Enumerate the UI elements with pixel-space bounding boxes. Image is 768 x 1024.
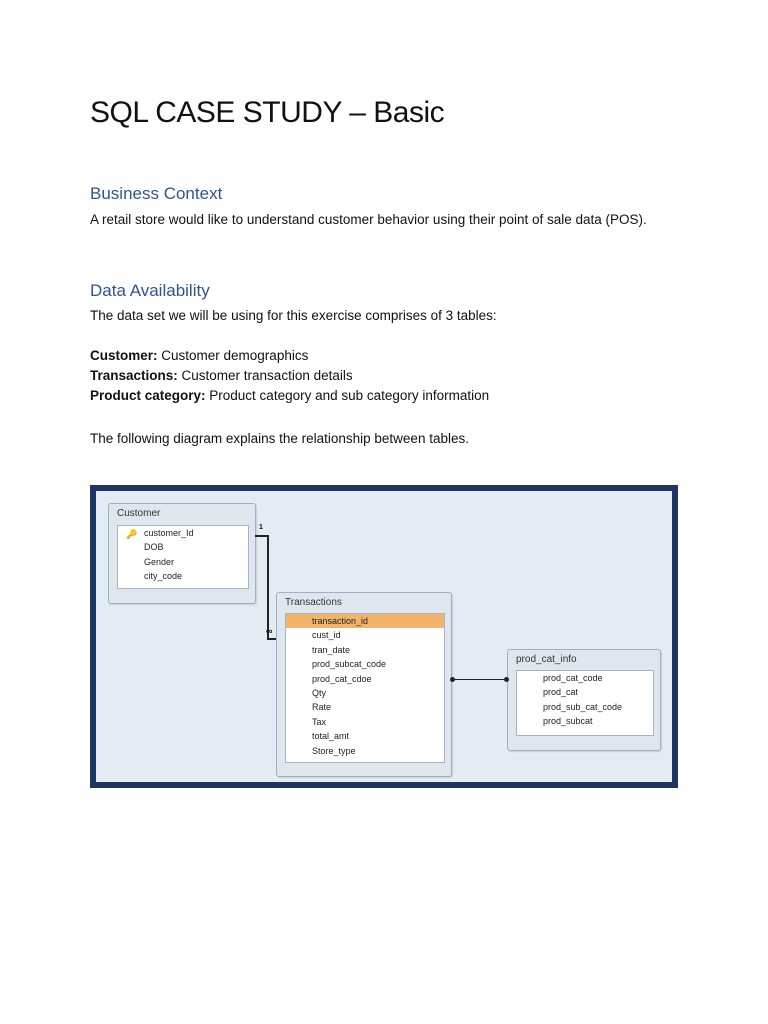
field-item <box>118 526 248 540</box>
field-list <box>117 525 249 589</box>
prod-cat-info-entity <box>507 649 661 751</box>
relationship-diagram <box>90 485 678 788</box>
field-item: Rate <box>312 702 332 713</box>
customer-entity <box>108 503 256 604</box>
field-item: city_code <box>144 571 183 582</box>
table-desc: Customer demographics <box>157 348 309 363</box>
business-context-text: A retail store would like to understand customer behavior using their point of sale data (POS). <box>90 212 647 227</box>
field-item: Gender <box>144 556 175 567</box>
transactions-entity <box>276 592 452 777</box>
field-item: total_amt <box>312 731 350 742</box>
table-desc: Customer transaction details <box>177 368 353 383</box>
table-name: Customer: <box>90 348 158 363</box>
page-title: SQL CASE STUDY – Basic <box>90 96 445 129</box>
diagram-canvas <box>96 491 672 782</box>
relationship-line <box>267 535 269 640</box>
field-item: prod_subcat_code <box>312 659 387 670</box>
table-description-transactions <box>90 366 353 386</box>
field-list <box>516 670 654 736</box>
data-availability-intro: The data set we will be using for this exercise comprises of 3 tables: <box>90 308 497 323</box>
relationship-line <box>267 638 276 640</box>
field-item: DOB <box>144 542 164 553</box>
field-item: cust_id <box>312 630 341 641</box>
field-item: Tax <box>312 716 327 727</box>
field-item: prod_cat_code <box>543 673 603 683</box>
table-desc: Product category and sub category information <box>205 388 490 403</box>
entity-title: Transactions <box>285 597 342 608</box>
table-name: Transactions: <box>90 368 178 383</box>
field-item: Store_type <box>312 745 356 756</box>
many-cardinality-label: ∞ <box>266 626 273 636</box>
field-label: customer_Id <box>144 528 194 538</box>
relationship-line <box>255 535 267 537</box>
table-name: Product category: <box>90 388 206 403</box>
field-item: prod_sub_cat_code <box>543 701 623 712</box>
table-description-product-category <box>90 386 489 406</box>
entity-title: Customer <box>117 508 161 519</box>
field-item-primary-key: transaction_id <box>286 614 444 628</box>
diagram-intro-text: The following diagram explains the relationship between tables. <box>90 431 469 446</box>
field-item: prod_subcat <box>543 716 593 727</box>
table-description-customer <box>90 346 308 366</box>
business-context-heading: Business Context <box>90 184 223 203</box>
field-item: Qty <box>312 687 327 698</box>
data-availability-heading: Data Availability <box>90 281 210 300</box>
one-cardinality-label: 1 <box>259 524 263 531</box>
entity-title: prod_cat_info <box>516 654 577 665</box>
connector-dot <box>504 677 509 682</box>
field-item: prod_cat <box>543 687 579 698</box>
relationship-line <box>452 679 507 680</box>
connector-dot <box>450 677 455 682</box>
field-item: tran_date <box>312 644 351 655</box>
field-item: prod_cat_cdoe <box>312 673 372 684</box>
primary-key-icon: 🔑 <box>126 529 138 539</box>
field-list <box>285 613 445 763</box>
